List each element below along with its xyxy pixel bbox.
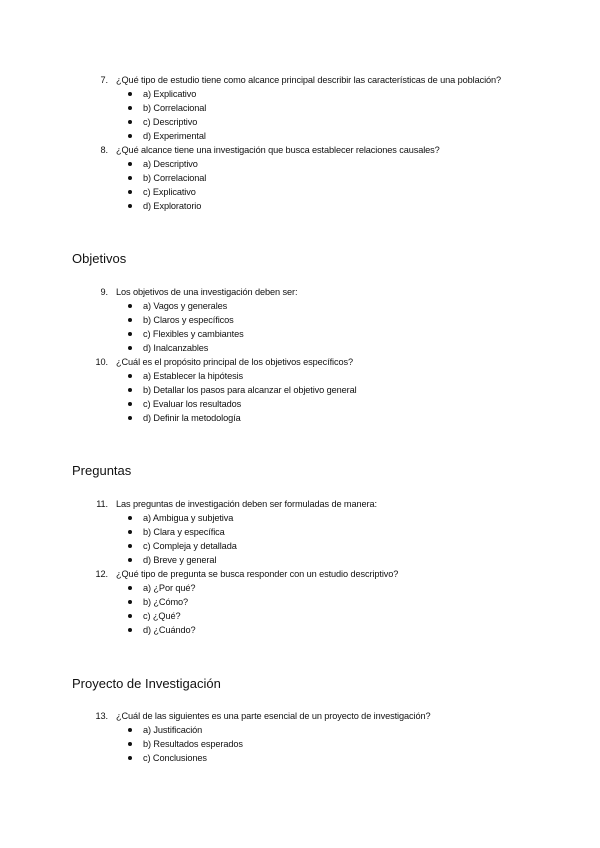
question-text: ¿Qué tipo de pregunta se busca responder con un estudio descriptivo? (116, 569, 399, 579)
option-item (128, 172, 206, 184)
option-text: b) Resultados esperados (143, 739, 243, 749)
question-text: Las preguntas de investigación deben ser formuladas de manera: (116, 499, 377, 509)
bullet-icon (128, 190, 132, 194)
bullet-icon (128, 332, 132, 336)
option-item (128, 412, 241, 424)
question-11 (88, 498, 377, 510)
option-text: c) Descriptivo (143, 117, 198, 127)
option-item (128, 328, 244, 340)
bullet-icon (128, 586, 132, 590)
bullet-icon (128, 558, 132, 562)
option-item (128, 752, 207, 764)
question-text: ¿Qué tipo de estudio tiene como alcance principal describir las características de una población? (116, 75, 502, 85)
question-number: 9. (100, 287, 108, 297)
option-text: a) ¿Por qué? (143, 583, 196, 593)
option-text: d) Definir la metodología (143, 413, 241, 423)
option-text: b) Detallar los pasos para alcanzar el objetivo general (143, 385, 357, 395)
option-item (128, 610, 181, 622)
option-item (128, 370, 243, 382)
option-text: d) ¿Cuándo? (143, 625, 196, 635)
option-text: c) Explicativo (143, 187, 196, 197)
option-text: a) Descriptivo (143, 159, 198, 169)
option-text: c) Evaluar los resultados (143, 399, 242, 409)
option-item (128, 342, 208, 354)
bullet-icon (128, 304, 132, 308)
option-item (128, 596, 188, 608)
option-item (128, 512, 233, 524)
bullet-icon (128, 106, 132, 110)
option-text: c) Conclusiones (143, 753, 207, 763)
question-number: 11. (96, 499, 108, 509)
option-item (128, 526, 225, 538)
option-text: b) Claros y específicos (143, 315, 234, 325)
option-text: d) Inalcanzables (143, 343, 209, 353)
section-heading-preguntas: Preguntas (72, 463, 132, 478)
option-text: a) Establecer la hipótesis (143, 371, 244, 381)
option-item (128, 116, 197, 128)
question-7 (88, 74, 501, 86)
bullet-icon (128, 756, 132, 760)
bullet-icon (128, 388, 132, 392)
option-text: b) Correlacional (143, 173, 207, 183)
option-text: a) Ambigua y subjetiva (143, 513, 234, 523)
option-item (128, 582, 195, 594)
bullet-icon (128, 530, 132, 534)
option-text: c) Compleja y detallada (143, 541, 237, 551)
bullet-icon (128, 742, 132, 746)
bullet-icon (128, 120, 132, 124)
option-item (128, 314, 234, 326)
bullet-icon (128, 544, 132, 548)
option-item (128, 738, 243, 750)
option-item (128, 200, 201, 212)
bullet-icon (128, 162, 132, 166)
question-12 (88, 568, 398, 580)
bullet-icon (128, 516, 132, 520)
question-text: ¿Cuál de las siguientes es una parte esencial de un proyecto de investigación? (116, 711, 431, 721)
bullet-icon (128, 318, 132, 322)
question-number: 10. (95, 357, 108, 367)
option-item (128, 186, 196, 198)
option-text: b) Clara y específica (143, 527, 225, 537)
option-item (128, 384, 357, 396)
question-text: ¿Qué alcance tiene una investigación que busca establecer relaciones causales? (116, 145, 440, 155)
bullet-icon (128, 416, 132, 420)
bullet-icon (128, 628, 132, 632)
option-text: b) Correlacional (143, 103, 207, 113)
option-text: c) ¿Qué? (143, 611, 181, 621)
question-8 (88, 144, 440, 156)
bullet-icon (128, 346, 132, 350)
option-text: d) Breve y general (143, 555, 217, 565)
option-text: d) Experimental (143, 131, 206, 141)
option-item (128, 102, 206, 114)
option-item (128, 398, 241, 410)
question-text: ¿Cuál es el propósito principal de los objetivos específicos? (116, 357, 353, 367)
bullet-icon (128, 134, 132, 138)
option-text: c) Flexibles y cambiantes (143, 329, 244, 339)
question-number: 13. (95, 711, 108, 721)
option-item (128, 130, 206, 142)
option-item (128, 540, 237, 552)
bullet-icon (128, 600, 132, 604)
option-text: a) Justificación (143, 725, 203, 735)
section-heading-proyecto: Proyecto de Investigación (72, 676, 221, 691)
option-text: b) ¿Cómo? (143, 597, 189, 607)
option-item (128, 88, 196, 100)
option-item (128, 724, 202, 736)
question-10 (88, 356, 353, 368)
section-heading-objetivos: Objetivos (72, 251, 127, 266)
bullet-icon (128, 176, 132, 180)
option-text: a) Explicativo (143, 89, 197, 99)
bullet-icon (128, 374, 132, 378)
option-item (128, 554, 216, 566)
option-text: d) Exploratorio (143, 201, 202, 211)
question-number: 12. (95, 569, 108, 579)
bullet-icon (128, 728, 132, 732)
question-13 (88, 710, 430, 722)
option-item (128, 158, 198, 170)
question-9 (88, 286, 297, 298)
question-text: Los objetivos de una investigación deben ser: (116, 287, 298, 297)
option-text: a) Vagos y generales (143, 301, 228, 311)
bullet-icon (128, 614, 132, 618)
option-item (128, 624, 196, 636)
option-item (128, 300, 227, 312)
question-number: 7. (100, 75, 108, 85)
bullet-icon (128, 204, 132, 208)
bullet-icon (128, 402, 132, 406)
question-number: 8. (100, 145, 108, 155)
bullet-icon (128, 92, 132, 96)
